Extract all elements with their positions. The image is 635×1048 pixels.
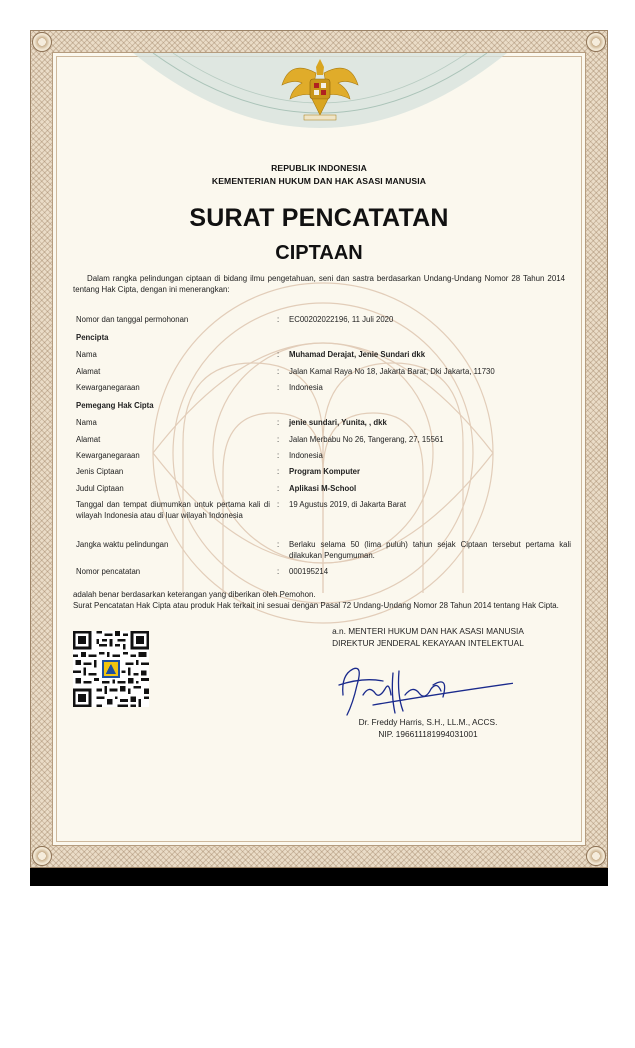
row-label: Alamat bbox=[76, 435, 101, 444]
row-label: Jenis Ciptaan bbox=[76, 467, 124, 476]
section-pencipta: Pencipta bbox=[76, 333, 109, 342]
signatory-name: Dr. Freddy Harris, S.H., LL.M., ACCS. bbox=[358, 717, 498, 727]
corner-rosette-icon bbox=[32, 32, 52, 52]
footer-legal-note: Surat Pencatatan Hak Cipta atau produk Hak terkait ini sesuai dengan Pasal 72 Undang-Undang Nomor 28 Tahun 2014 tentang Hak Cipta. bbox=[73, 601, 559, 610]
intro-paragraph: Dalam rangka pelindungan ciptaan di bidang ilmu pengetahuan, seni dan sastra berdasarkan Undang-Undang Nomor 28 Tahun 2014 tentang Hak Cipta, dengan ini menerangkan: bbox=[73, 274, 565, 294]
bottom-bar bbox=[30, 868, 608, 886]
corner-rosette-icon bbox=[32, 846, 52, 866]
row-label: Tanggal dan tempat diumumkan untuk pertama kali di wilayah Indonesia atau di luar wilayah Indonesia bbox=[76, 500, 270, 520]
paper bbox=[52, 52, 586, 846]
row-colon: : bbox=[277, 435, 280, 444]
row-colon: : bbox=[277, 484, 280, 493]
row-value: Jalan Merbabu No 26, Tangerang, 27, 15561 bbox=[289, 435, 444, 444]
row-colon: : bbox=[277, 500, 280, 509]
row-label: Judul Ciptaan bbox=[76, 484, 124, 493]
row-label: Alamat bbox=[76, 367, 101, 376]
row-value: 19 Agustus 2019, di Jakarta Barat bbox=[289, 500, 407, 509]
signatory-nip: NIP. 196611181994031001 bbox=[378, 729, 478, 739]
row-value: Aplikasi M-School bbox=[289, 484, 357, 493]
top-ornament bbox=[113, 53, 527, 163]
row-label: Nama bbox=[76, 350, 97, 359]
document-subtitle: CIPTAAN bbox=[275, 242, 363, 264]
row-label: Nomor dan tanggal permohonan bbox=[76, 315, 189, 324]
row-label: Kewarganegaraan bbox=[76, 451, 140, 460]
footer-statement: adalah benar berdasarkan keterangan yang diberikan oleh Pemohon. bbox=[73, 590, 316, 599]
row-value: jenie sundari, Yunita, , dkk bbox=[289, 418, 387, 427]
signatory-on-behalf: a.n. MENTERI HUKUM DAN HAK ASASI MANUSIA bbox=[332, 626, 524, 636]
row-label: Jangka waktu pelindungan bbox=[76, 540, 169, 549]
header-ministry: KEMENTERIAN HUKUM DAN HAK ASASI MANUSIA bbox=[211, 176, 427, 186]
row-colon: : bbox=[277, 451, 280, 460]
header-republic: REPUBLIK INDONESIA bbox=[271, 163, 367, 173]
corner-rosette-icon bbox=[586, 32, 606, 52]
row-colon: : bbox=[277, 540, 280, 549]
row-colon: : bbox=[277, 367, 280, 376]
row-value: Berlaku selama 50 (lima puluh) tahun sejak Ciptaan tersebut pertama kali dilakukan Pengumuman. bbox=[289, 540, 571, 560]
row-value: Indonesia bbox=[289, 451, 323, 460]
row-label: Nama bbox=[76, 418, 97, 427]
row-colon: : bbox=[277, 418, 280, 427]
corner-rosette-icon bbox=[586, 846, 606, 866]
row-colon: : bbox=[277, 567, 280, 576]
signature-icon bbox=[333, 655, 513, 725]
row-value: Jalan Kamal Raya No 18, Jakarta Barat, Dki Jakarta, 11730 bbox=[289, 367, 495, 376]
certificate bbox=[30, 30, 608, 868]
signatory-position: DIREKTUR JENDERAL KEKAYAAN INTELEKTUAL bbox=[332, 638, 524, 648]
row-colon: : bbox=[277, 315, 280, 324]
row-colon: : bbox=[277, 467, 280, 476]
qr-code-icon bbox=[73, 631, 149, 707]
row-value: EC00202022196, 11 Juli 2020 bbox=[289, 315, 394, 324]
document-title: SURAT PENCATATAN bbox=[189, 204, 449, 232]
section-pemegang: Pemegang Hak Cipta bbox=[76, 401, 154, 410]
row-value: Indonesia bbox=[289, 383, 323, 392]
row-value: 000195214 bbox=[289, 567, 329, 576]
row-colon: : bbox=[277, 350, 280, 359]
row-label: Nomor pencatatan bbox=[76, 567, 141, 576]
row-colon: : bbox=[277, 383, 280, 392]
row-value: Muhamad Derajat, Jenie Sundari dkk bbox=[289, 350, 426, 359]
row-label: Kewarganegaraan bbox=[76, 383, 140, 392]
row-value: Program Komputer bbox=[289, 467, 361, 476]
